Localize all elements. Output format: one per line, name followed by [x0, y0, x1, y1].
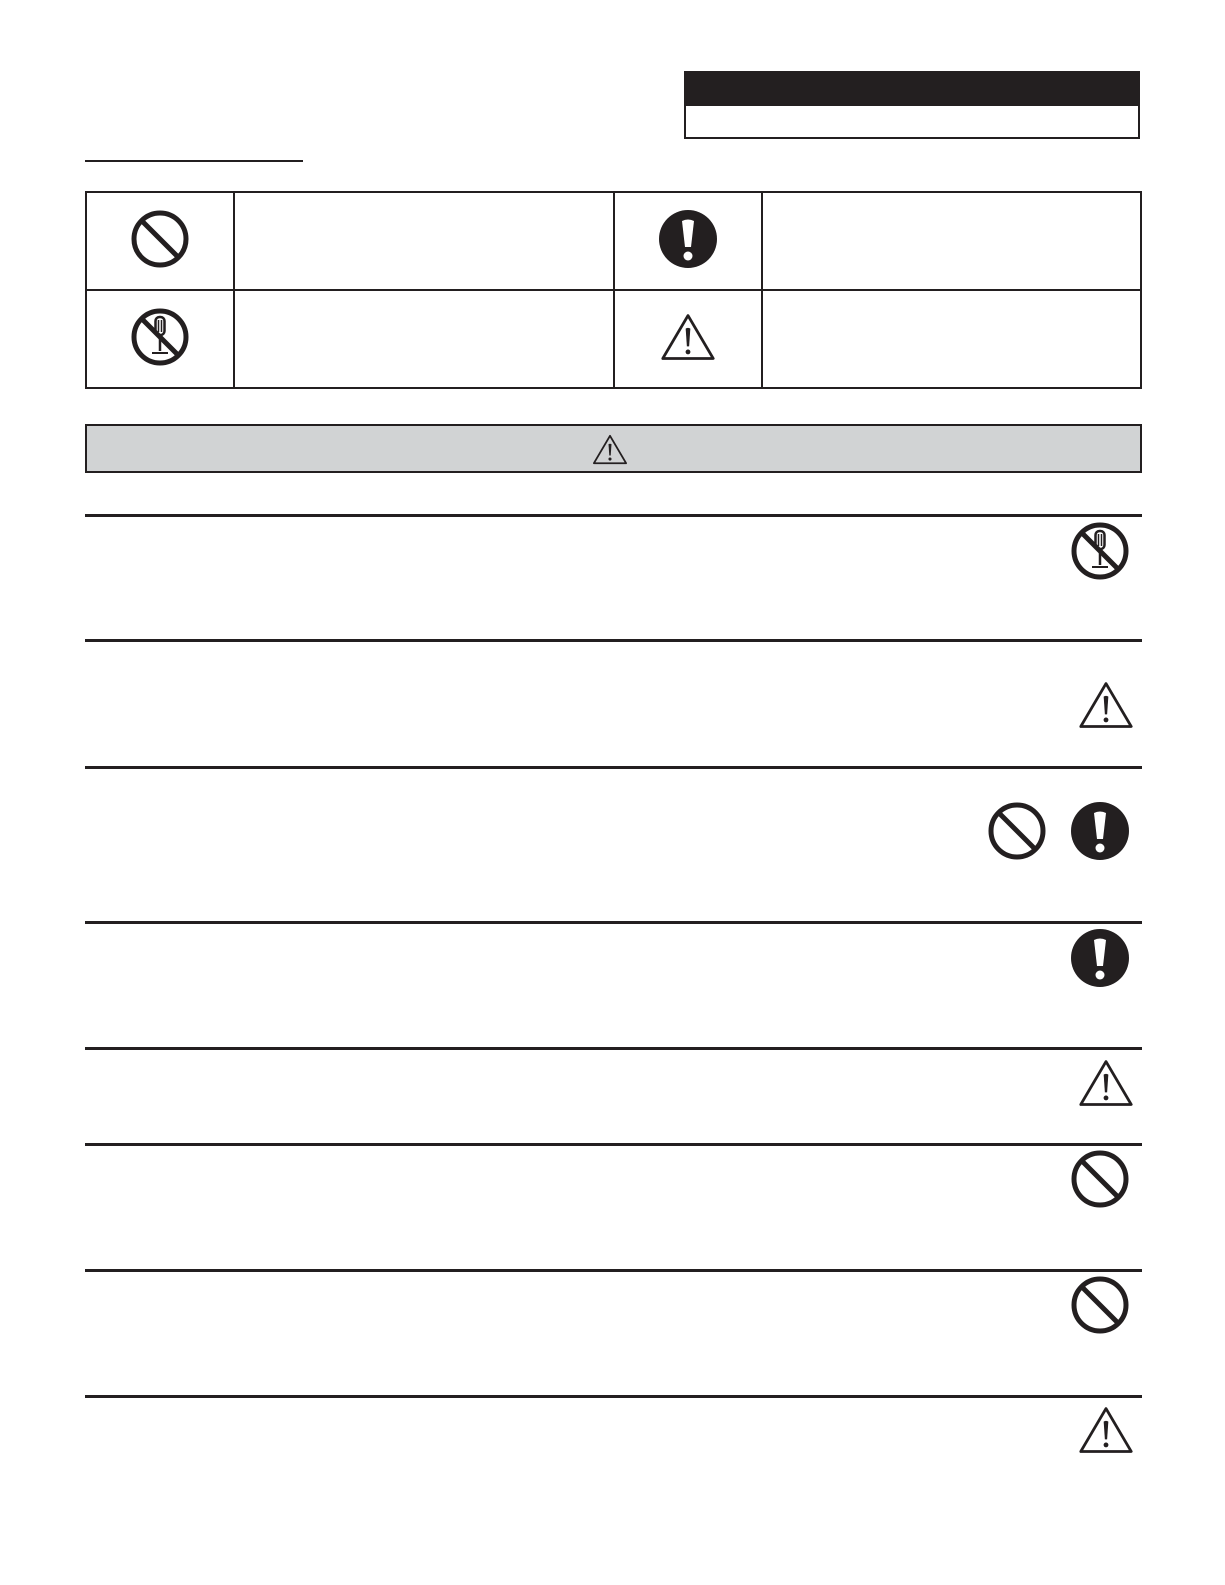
warning-banner: [85, 424, 1142, 473]
legend-icon-cell: [86, 290, 234, 388]
legend-icon-cell: [86, 192, 234, 290]
prohibition-icon: [987, 801, 1047, 861]
legend-description: [234, 192, 614, 290]
do-not-disassemble-icon: [130, 307, 190, 367]
legend-description: [762, 290, 1142, 388]
mandatory-action-icon: [1070, 801, 1130, 861]
legend-icon-cell: [614, 192, 762, 290]
section-divider: [85, 1269, 1142, 1272]
section-divider: [85, 1047, 1142, 1050]
legend-description: [762, 192, 1142, 290]
prohibition-icon: [1070, 1149, 1130, 1209]
section-divider: [85, 766, 1142, 769]
legend-icon-cell: [614, 290, 762, 388]
warning-triangle-icon: [592, 434, 628, 465]
header-top-label: [686, 73, 1138, 106]
section-divider: [85, 921, 1142, 924]
title-underline: [85, 160, 303, 162]
mandatory-action-icon: [658, 209, 718, 269]
mandatory-action-icon: [1070, 928, 1130, 988]
do-not-disassemble-icon: [1070, 521, 1130, 581]
legend-description: [234, 290, 614, 388]
prohibition-icon: [130, 209, 190, 269]
header-box: [684, 71, 1140, 139]
warning-triangle-icon: [1078, 680, 1134, 730]
section-divider: [85, 639, 1142, 642]
section-divider: [85, 514, 1142, 517]
warning-triangle-icon: [660, 312, 716, 362]
symbol-legend-table: [85, 191, 1142, 389]
section-divider: [85, 1143, 1142, 1146]
prohibition-icon: [1070, 1275, 1130, 1335]
warning-triangle-icon: [1078, 1058, 1134, 1108]
section-divider: [85, 1395, 1142, 1398]
warning-triangle-icon: [1078, 1405, 1134, 1455]
header-bottom-label: [686, 106, 1138, 137]
